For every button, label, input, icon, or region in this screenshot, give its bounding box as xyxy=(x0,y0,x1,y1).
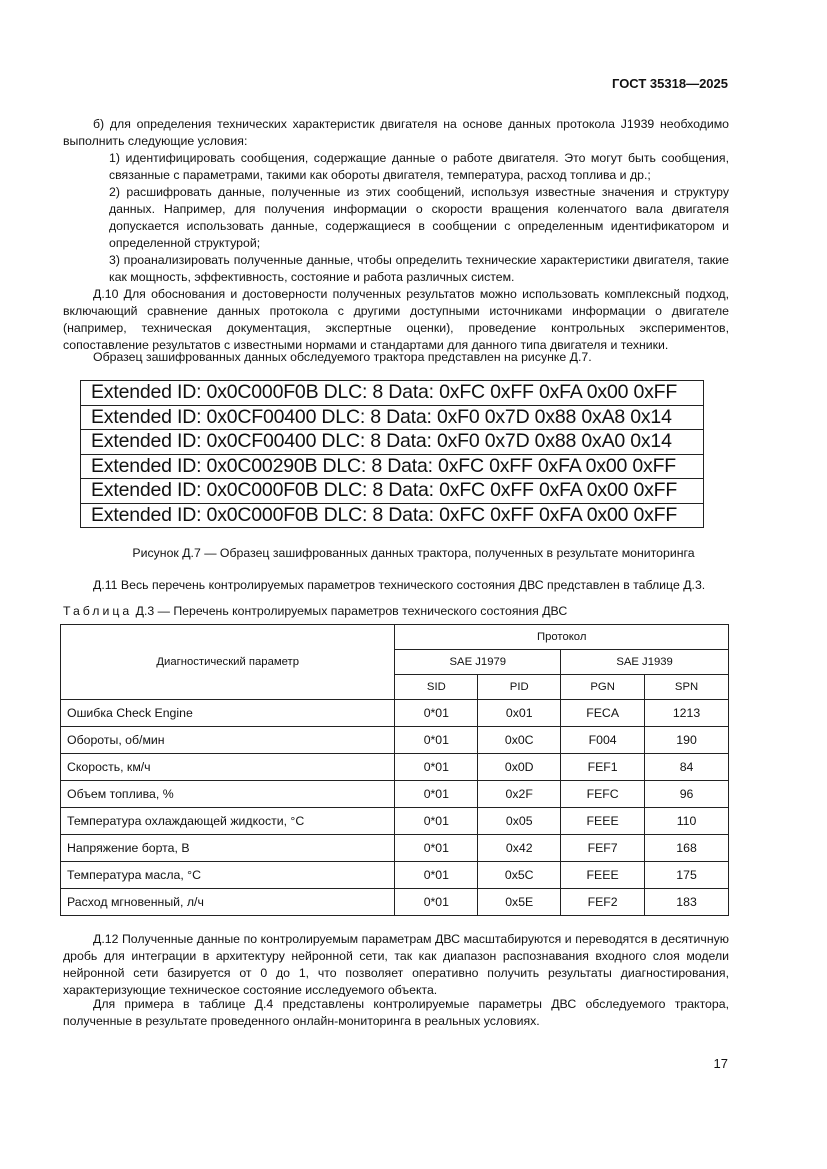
spn-cell: 1213 xyxy=(645,700,729,727)
table-caption xyxy=(63,604,567,618)
table-row xyxy=(61,889,729,916)
sae-j1979-header: SAE J1979 xyxy=(395,650,561,675)
spn-cell: 96 xyxy=(645,781,729,808)
pgn-cell: FEEE xyxy=(561,862,645,889)
table-row xyxy=(61,700,729,727)
condition-1: 1) идентифицировать сообщения, содержащие данные о работе двигателя. Это могут быть сообщения, связанные с параметрами, такими как обороты двигателя, температура, расход топлива и др.; xyxy=(109,151,729,182)
param-cell: Температура охлаждающей жидкости, °С xyxy=(61,808,395,835)
table-row xyxy=(61,808,729,835)
param-cell: Температура масла, °С xyxy=(61,862,395,889)
table-row xyxy=(61,754,729,781)
sid-header: SID xyxy=(395,675,478,700)
hex-line: Extended ID: 0x0CF00400 DLC: 8 Data: 0xF0 0x7D 0x88 0xA8 0x14 xyxy=(81,406,703,431)
pgn-cell: FEF1 xyxy=(561,754,645,781)
spn-cell: 110 xyxy=(645,808,729,835)
param-cell: Объем топлива, % xyxy=(61,781,395,808)
param-cell: Напряжение борта, В xyxy=(61,835,395,862)
hex-line: Extended ID: 0x0C00290B DLC: 8 Data: 0xFC 0xFF 0xFA 0x00 0xFF xyxy=(81,455,703,480)
pid-cell: 0x42 xyxy=(478,835,561,862)
pid-cell: 0x0C xyxy=(478,727,561,754)
pgn-cell: FEF7 xyxy=(561,835,645,862)
document-header: ГОСТ 35318—2025 xyxy=(612,76,728,91)
param-cell: Скорость, км/ч xyxy=(61,754,395,781)
sid-cell: 0*01 xyxy=(395,808,478,835)
param-column-header: Диагностический параметр xyxy=(61,625,395,700)
sid-cell: 0*01 xyxy=(395,700,478,727)
pid-cell: 0x05 xyxy=(478,808,561,835)
hex-line: Extended ID: 0x0CF00400 DLC: 8 Data: 0xF0 0x7D 0x88 0xA0 0x14 xyxy=(81,430,703,455)
table-row xyxy=(61,727,729,754)
param-cell: Ошибка Check Engine xyxy=(61,700,395,727)
paragraph-d12: Д.12 Полученные данные по контролируемым параметрам ДВС масштабируются и переводятся в десятичную дробь для интеграции в архитектуру нейронной сети, так как диапазон распознавания входного слоя модели нейронной сети базируется от 0 до 1, что позволяет оперативно получить результаты диагностирования, характеризующие техническое состояние исследуемого объекта. xyxy=(63,932,729,997)
table-row xyxy=(61,862,729,889)
pid-cell: 0x5C xyxy=(478,862,561,889)
parameters-table xyxy=(60,624,729,916)
pgn-cell: FEF2 xyxy=(561,889,645,916)
pgn-header: PGN xyxy=(561,675,645,700)
pid-cell: 0x01 xyxy=(478,700,561,727)
sid-cell: 0*01 xyxy=(395,889,478,916)
spn-cell: 168 xyxy=(645,835,729,862)
paragraph-example: Для примера в таблице Д.4 представлены контролируемые параметры ДВС обследуемого трактора, полученные в результате проведенного онлайн-мониторинга в реальных условиях. xyxy=(63,997,729,1028)
paragraph-d10: Д.10 Для обоснования и достоверности полученных результатов можно использовать комплексный подход, включающий сравнение данных протокола с другими доступными источниками информации о двигателе (например, техническая документация, экспертные оценки), проведение контрольных экспериментов, сопоставление результатов с известными нормами и стандартами для данного типа двигателя и техники. xyxy=(63,287,729,352)
table-row xyxy=(61,835,729,862)
table-row xyxy=(61,781,729,808)
sid-cell: 0*01 xyxy=(395,727,478,754)
pgn-cell: FECA xyxy=(561,700,645,727)
param-cell: Обороты, об/мин xyxy=(61,727,395,754)
hex-line: Extended ID: 0x0C000F0B DLC: 8 Data: 0xFC 0xFF 0xFA 0x00 0xFF xyxy=(81,479,703,504)
spn-cell: 183 xyxy=(645,889,729,916)
hex-line: Extended ID: 0x0C000F0B DLC: 8 Data: 0xFC 0xFF 0xFA 0x00 0xFF xyxy=(91,503,678,526)
sid-cell: 0*01 xyxy=(395,835,478,862)
pgn-cell: FEFC xyxy=(561,781,645,808)
pid-cell: 0x0D xyxy=(478,754,561,781)
paragraph-d11: Д.11 Весь перечень контролируемых параметров технического состояния ДВС представлен в таблице Д.3. xyxy=(93,578,706,592)
spn-cell: 84 xyxy=(645,754,729,781)
pid-cell: 0x5E xyxy=(478,889,561,916)
paragraph-sample-intro: Образец зашифрованных данных обследуемого трактора представлен на рисунке Д.7. xyxy=(93,350,592,364)
sae-j1939-header: SAE J1939 xyxy=(561,650,729,675)
page-number: 17 xyxy=(713,1056,728,1071)
pid-cell: 0x2F xyxy=(478,781,561,808)
pgn-cell: FEEE xyxy=(561,808,645,835)
table-caption-word: Таблица xyxy=(63,604,133,618)
paragraph-b-intro: б) для определения технических характеристик двигателя на основе данных протокола J1939 необходимо выполнить следующие условия: xyxy=(63,117,729,148)
sid-cell: 0*01 xyxy=(395,754,478,781)
param-cell: Расход мгновенный, л/ч xyxy=(61,889,395,916)
hex-line: Extended ID: 0x0C000F0B DLC: 8 Data: 0xFC 0xFF 0xFA 0x00 0xFF xyxy=(81,381,703,406)
spn-cell: 190 xyxy=(645,727,729,754)
sid-cell: 0*01 xyxy=(395,862,478,889)
table-caption-text: Д.3 — Перечень контролируемых параметров технического состояния ДВС xyxy=(132,604,568,618)
encrypted-data-figure xyxy=(80,380,704,528)
protocol-header: Протокол xyxy=(395,625,729,650)
figure-caption: Рисунок Д.7 — Образец зашифрованных данных трактора, полученных в результате мониторинга xyxy=(132,546,695,560)
spn-cell: 175 xyxy=(645,862,729,889)
spn-header: SPN xyxy=(645,675,729,700)
pgn-cell: F004 xyxy=(561,727,645,754)
sid-cell: 0*01 xyxy=(395,781,478,808)
condition-2: 2) расшифровать данные, полученные из этих сообщений, используя известные значения и структуру данных. Например, для получения информации о скорости вращения коленчатого вала двигателя допускается использовать данные, содержащиеся в сообщении с определенным идентификатором и определенной структурой; xyxy=(109,185,729,250)
pid-header: PID xyxy=(478,675,561,700)
condition-3: 3) проанализировать полученные данные, чтобы определить технические характеристики двигателя, такие как мощность, эффективность, состояние и работа различных систем. xyxy=(109,253,729,284)
